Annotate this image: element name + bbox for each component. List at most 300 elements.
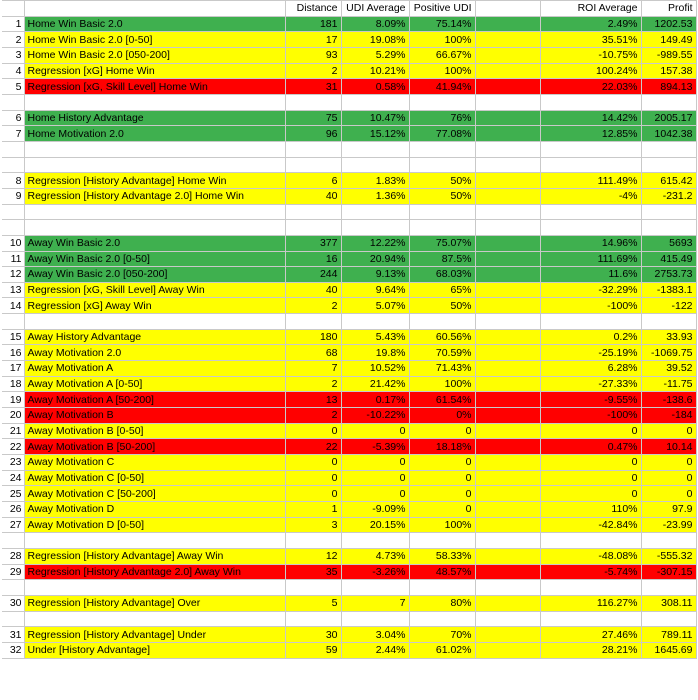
positive-udi-cell[interactable]: 58.33% [409,548,475,564]
row-number[interactable]: 12 [2,267,24,283]
positive-udi-cell[interactable]: 100% [409,517,475,533]
udi-average-cell[interactable]: 1.36% [341,188,409,204]
distance-cell[interactable]: 2 [285,63,341,79]
empty-cell[interactable] [475,423,540,439]
empty-cell[interactable] [475,611,540,627]
roi-average-cell[interactable]: 12.85% [540,126,641,142]
udi-average-cell[interactable]: 5.29% [341,47,409,63]
empty-cell[interactable] [475,580,540,596]
distance-cell[interactable]: 2 [285,408,341,424]
profit-cell[interactable]: 39.52 [641,361,696,377]
roi-average-cell[interactable]: 110% [540,502,641,518]
empty-cell[interactable] [475,564,540,580]
strategy-name[interactable]: Regression [History Advantage] Under [24,627,285,643]
empty-cell[interactable] [475,173,540,189]
udi-average-cell[interactable]: 0 [341,455,409,471]
distance-cell[interactable]: 377 [285,235,341,251]
empty-cell[interactable] [540,314,641,330]
strategy-name[interactable]: Home Motivation 2.0 [24,126,285,142]
distance-cell[interactable]: 12 [285,548,341,564]
distance-cell[interactable]: 6 [285,173,341,189]
positive-udi-cell[interactable]: 75.14% [409,16,475,32]
empty-cell[interactable] [540,94,641,110]
empty-cell[interactable] [285,611,341,627]
empty-cell[interactable] [475,94,540,110]
empty-cell[interactable] [475,392,540,408]
positive-udi-cell[interactable]: 50% [409,188,475,204]
empty-cell[interactable] [475,455,540,471]
strategy-name[interactable]: Home Win Basic 2.0 [24,16,285,32]
empty-cell[interactable] [641,141,696,157]
strategy-name[interactable]: Away Motivation B [0-50] [24,423,285,439]
empty-cell[interactable] [285,204,341,220]
column-header[interactable]: ROI Average [540,1,641,17]
empty-cell[interactable] [409,141,475,157]
strategy-name[interactable]: Regression [xG] Away Win [24,298,285,314]
roi-average-cell[interactable]: 0 [540,455,641,471]
positive-udi-cell[interactable]: 41.94% [409,79,475,95]
row-number[interactable]: 27 [2,517,24,533]
strategy-name[interactable]: Regression [xG] Home Win [24,63,285,79]
row-number[interactable]: 1 [2,16,24,32]
positive-udi-cell[interactable]: 0 [409,423,475,439]
roi-average-cell[interactable]: -25.19% [540,345,641,361]
empty-cell[interactable] [2,157,24,173]
distance-cell[interactable]: 180 [285,329,341,345]
udi-average-cell[interactable]: 12.22% [341,235,409,251]
positive-udi-cell[interactable]: 0% [409,408,475,424]
profit-cell[interactable]: 0 [641,423,696,439]
row-number[interactable]: 28 [2,548,24,564]
positive-udi-cell[interactable]: 48.57% [409,564,475,580]
empty-cell[interactable] [341,94,409,110]
roi-average-cell[interactable]: -32.29% [540,282,641,298]
positive-udi-cell[interactable]: 66.67% [409,47,475,63]
roi-average-cell[interactable]: 100.24% [540,63,641,79]
empty-cell[interactable] [475,188,540,204]
udi-average-cell[interactable]: 5.43% [341,329,409,345]
row-number[interactable]: 25 [2,486,24,502]
empty-cell[interactable] [540,141,641,157]
row-number[interactable]: 29 [2,564,24,580]
empty-cell[interactable] [341,314,409,330]
empty-cell[interactable] [24,314,285,330]
profit-cell[interactable]: 2005.17 [641,110,696,126]
row-number[interactable]: 23 [2,455,24,471]
empty-cell[interactable] [409,533,475,549]
udi-average-cell[interactable]: 10.21% [341,63,409,79]
empty-cell[interactable] [341,580,409,596]
empty-cell[interactable] [2,533,24,549]
profit-cell[interactable]: -1069.75 [641,345,696,361]
udi-average-cell[interactable]: 20.94% [341,251,409,267]
empty-cell[interactable] [475,298,540,314]
positive-udi-cell[interactable]: 60.56% [409,329,475,345]
roi-average-cell[interactable]: 116.27% [540,595,641,611]
profit-cell[interactable]: -138.6 [641,392,696,408]
empty-cell[interactable] [285,533,341,549]
row-number[interactable]: 10 [2,235,24,251]
profit-cell[interactable]: 0 [641,455,696,471]
profit-cell[interactable]: 149.49 [641,32,696,48]
roi-average-cell[interactable]: 6.28% [540,361,641,377]
empty-cell[interactable] [409,157,475,173]
empty-cell[interactable] [475,627,540,643]
profit-cell[interactable]: -989.55 [641,47,696,63]
positive-udi-cell[interactable]: 68.03% [409,267,475,283]
roi-average-cell[interactable]: 0 [540,470,641,486]
profit-cell[interactable]: 2753.73 [641,267,696,283]
empty-cell[interactable] [409,204,475,220]
roi-average-cell[interactable]: -5.74% [540,564,641,580]
empty-cell[interactable] [285,220,341,236]
empty-cell[interactable] [641,533,696,549]
distance-cell[interactable]: 0 [285,455,341,471]
roi-average-cell[interactable]: -100% [540,408,641,424]
roi-average-cell[interactable]: 14.42% [540,110,641,126]
row-number[interactable]: 17 [2,361,24,377]
row-number[interactable]: 19 [2,392,24,408]
positive-udi-cell[interactable]: 70% [409,627,475,643]
positive-udi-cell[interactable]: 65% [409,282,475,298]
positive-udi-cell[interactable]: 100% [409,32,475,48]
empty-cell[interactable] [2,141,24,157]
udi-average-cell[interactable]: 15.12% [341,126,409,142]
row-number[interactable]: 26 [2,502,24,518]
profit-cell[interactable]: 0 [641,486,696,502]
roi-average-cell[interactable]: -100% [540,298,641,314]
profit-cell[interactable]: 10.14 [641,439,696,455]
profit-cell[interactable]: 1042.38 [641,126,696,142]
roi-average-cell[interactable]: -48.08% [540,548,641,564]
distance-cell[interactable]: 16 [285,251,341,267]
roi-average-cell[interactable]: 11.6% [540,267,641,283]
udi-average-cell[interactable]: 0.58% [341,79,409,95]
row-number[interactable]: 2 [2,32,24,48]
profit-cell[interactable]: 615.42 [641,173,696,189]
distance-cell[interactable]: 1 [285,502,341,518]
row-number[interactable]: 11 [2,251,24,267]
udi-average-cell[interactable]: -3.26% [341,564,409,580]
profit-cell[interactable]: 1645.69 [641,642,696,658]
column-header[interactable]: Positive UDI [409,1,475,17]
profit-cell[interactable]: 894.13 [641,79,696,95]
distance-cell[interactable]: 2 [285,376,341,392]
distance-cell[interactable]: 59 [285,642,341,658]
strategy-name[interactable]: Away Motivation 2.0 [24,345,285,361]
empty-cell[interactable] [285,157,341,173]
profit-cell[interactable]: -23.99 [641,517,696,533]
empty-cell[interactable] [2,580,24,596]
profit-cell[interactable]: -122 [641,298,696,314]
udi-average-cell[interactable]: 5.07% [341,298,409,314]
empty-cell[interactable] [475,79,540,95]
udi-average-cell[interactable]: 0.17% [341,392,409,408]
empty-cell[interactable] [475,235,540,251]
empty-cell[interactable] [475,204,540,220]
roi-average-cell[interactable]: 27.46% [540,627,641,643]
column-header[interactable]: Distance [285,1,341,17]
empty-cell[interactable] [475,533,540,549]
profit-cell[interactable]: -307.15 [641,564,696,580]
distance-cell[interactable]: 68 [285,345,341,361]
positive-udi-cell[interactable]: 50% [409,173,475,189]
positive-udi-cell[interactable]: 0 [409,470,475,486]
row-number[interactable]: 16 [2,345,24,361]
strategy-name[interactable]: Away Motivation A [0-50] [24,376,285,392]
empty-cell[interactable] [409,220,475,236]
strategy-name[interactable]: Away Motivation A [24,361,285,377]
profit-cell[interactable]: -1383.1 [641,282,696,298]
udi-average-cell[interactable]: 9.64% [341,282,409,298]
empty-cell[interactable] [2,611,24,627]
roi-average-cell[interactable]: -27.33% [540,376,641,392]
profit-cell[interactable]: 33.93 [641,329,696,345]
empty-cell[interactable] [641,204,696,220]
empty-cell[interactable] [475,314,540,330]
row-number[interactable]: 24 [2,470,24,486]
roi-average-cell[interactable]: 14.96% [540,235,641,251]
positive-udi-cell[interactable]: 80% [409,595,475,611]
distance-cell[interactable]: 75 [285,110,341,126]
udi-average-cell[interactable]: -5.39% [341,439,409,455]
empty-cell[interactable] [475,329,540,345]
strategy-name[interactable]: Away Motivation A [50-200] [24,392,285,408]
distance-cell[interactable]: 0 [285,486,341,502]
roi-average-cell[interactable]: -4% [540,188,641,204]
roi-average-cell[interactable]: 22.03% [540,79,641,95]
distance-cell[interactable]: 35 [285,564,341,580]
strategy-name[interactable]: Away History Advantage [24,329,285,345]
empty-cell[interactable] [475,110,540,126]
empty-cell[interactable] [475,486,540,502]
row-number[interactable]: 7 [2,126,24,142]
strategy-name[interactable]: Regression [xG, Skill Level] Away Win [24,282,285,298]
distance-cell[interactable]: 2 [285,298,341,314]
strategy-name[interactable]: Regression [xG, Skill Level] Home Win [24,79,285,95]
column-header[interactable] [24,1,285,17]
udi-average-cell[interactable]: 0 [341,423,409,439]
empty-cell[interactable] [341,533,409,549]
profit-cell[interactable]: 0 [641,470,696,486]
positive-udi-cell[interactable]: 100% [409,376,475,392]
positive-udi-cell[interactable]: 0 [409,486,475,502]
column-header[interactable] [475,1,540,17]
column-header[interactable] [2,1,24,17]
empty-cell[interactable] [641,220,696,236]
row-number[interactable]: 21 [2,423,24,439]
roi-average-cell[interactable]: -42.84% [540,517,641,533]
positive-udi-cell[interactable]: 87.5% [409,251,475,267]
row-number[interactable]: 3 [2,47,24,63]
distance-cell[interactable]: 31 [285,79,341,95]
strategy-name[interactable]: Regression [History Advantage] Away Win [24,548,285,564]
empty-cell[interactable] [641,580,696,596]
strategy-name[interactable]: Away Win Basic 2.0 [0-50] [24,251,285,267]
empty-cell[interactable] [475,126,540,142]
distance-cell[interactable]: 96 [285,126,341,142]
strategy-name[interactable]: Under [History Advantage] [24,642,285,658]
empty-cell[interactable] [285,580,341,596]
empty-cell[interactable] [409,611,475,627]
row-number[interactable]: 6 [2,110,24,126]
distance-cell[interactable]: 93 [285,47,341,63]
empty-cell[interactable] [341,204,409,220]
roi-average-cell[interactable]: 35.51% [540,32,641,48]
empty-cell[interactable] [24,580,285,596]
row-number[interactable]: 13 [2,282,24,298]
udi-average-cell[interactable]: -9.09% [341,502,409,518]
row-number[interactable]: 32 [2,642,24,658]
roi-average-cell[interactable]: 0.2% [540,329,641,345]
empty-cell[interactable] [475,282,540,298]
udi-average-cell[interactable]: 0 [341,486,409,502]
empty-cell[interactable] [540,220,641,236]
empty-cell[interactable] [475,361,540,377]
distance-cell[interactable]: 13 [285,392,341,408]
empty-cell[interactable] [475,47,540,63]
distance-cell[interactable]: 22 [285,439,341,455]
strategy-name[interactable]: Away Win Basic 2.0 [050-200] [24,267,285,283]
positive-udi-cell[interactable]: 71.43% [409,361,475,377]
positive-udi-cell[interactable]: 61.02% [409,642,475,658]
distance-cell[interactable]: 7 [285,361,341,377]
empty-cell[interactable] [475,157,540,173]
empty-cell[interactable] [409,314,475,330]
udi-average-cell[interactable]: 10.52% [341,361,409,377]
empty-cell[interactable] [24,220,285,236]
empty-cell[interactable] [475,642,540,658]
udi-average-cell[interactable]: 2.44% [341,642,409,658]
empty-cell[interactable] [2,220,24,236]
empty-cell[interactable] [475,267,540,283]
profit-cell[interactable]: -555.32 [641,548,696,564]
empty-cell[interactable] [475,16,540,32]
column-header[interactable]: Profit [641,1,696,17]
empty-cell[interactable] [24,533,285,549]
empty-cell[interactable] [24,94,285,110]
roi-average-cell[interactable]: 0 [540,423,641,439]
empty-cell[interactable] [475,345,540,361]
udi-average-cell[interactable]: 19.08% [341,32,409,48]
profit-cell[interactable]: 415.49 [641,251,696,267]
row-number[interactable]: 4 [2,63,24,79]
udi-average-cell[interactable]: 10.47% [341,110,409,126]
strategy-name[interactable]: Away Motivation C [24,455,285,471]
profit-cell[interactable]: 157.38 [641,63,696,79]
strategy-name[interactable]: Away Win Basic 2.0 [24,235,285,251]
distance-cell[interactable]: 40 [285,188,341,204]
strategy-name[interactable]: Regression [History Advantage 2.0] Away Win [24,564,285,580]
udi-average-cell[interactable]: 19.8% [341,345,409,361]
strategy-name[interactable]: Away Motivation C [50-200] [24,486,285,502]
row-number[interactable]: 5 [2,79,24,95]
distance-cell[interactable]: 5 [285,595,341,611]
column-header[interactable]: UDI Average [341,1,409,17]
distance-cell[interactable]: 0 [285,423,341,439]
empty-cell[interactable] [341,141,409,157]
empty-cell[interactable] [540,157,641,173]
empty-cell[interactable] [24,141,285,157]
strategy-name[interactable]: Home Win Basic 2.0 [0-50] [24,32,285,48]
empty-cell[interactable] [641,314,696,330]
row-number[interactable]: 20 [2,408,24,424]
distance-cell[interactable]: 3 [285,517,341,533]
udi-average-cell[interactable]: 9.13% [341,267,409,283]
profit-cell[interactable]: -231.2 [641,188,696,204]
roi-average-cell[interactable]: 2.49% [540,16,641,32]
strategy-name[interactable]: Regression [History Advantage 2.0] Home Win [24,188,285,204]
empty-cell[interactable] [285,314,341,330]
strategy-name[interactable]: Away Motivation D [24,502,285,518]
empty-cell[interactable] [24,611,285,627]
empty-cell[interactable] [2,204,24,220]
row-number[interactable]: 14 [2,298,24,314]
distance-cell[interactable]: 30 [285,627,341,643]
profit-cell[interactable]: 1202.53 [641,16,696,32]
empty-cell[interactable] [475,548,540,564]
positive-udi-cell[interactable]: 0 [409,502,475,518]
empty-cell[interactable] [341,611,409,627]
udi-average-cell[interactable]: 0 [341,470,409,486]
udi-average-cell[interactable]: 7 [341,595,409,611]
empty-cell[interactable] [475,408,540,424]
strategy-name[interactable]: Regression [History Advantage] Home Win [24,173,285,189]
empty-cell[interactable] [24,157,285,173]
profit-cell[interactable]: 308.11 [641,595,696,611]
positive-udi-cell[interactable]: 0 [409,455,475,471]
empty-cell[interactable] [341,157,409,173]
roi-average-cell[interactable]: 111.49% [540,173,641,189]
roi-average-cell[interactable]: 0 [540,486,641,502]
profit-cell[interactable]: -11.75 [641,376,696,392]
row-number[interactable]: 15 [2,329,24,345]
roi-average-cell[interactable]: 111.69% [540,251,641,267]
strategy-name[interactable]: Home Win Basic 2.0 [050-200] [24,47,285,63]
strategy-name[interactable]: Away Motivation B [24,408,285,424]
roi-average-cell[interactable]: 0.47% [540,439,641,455]
strategy-name[interactable]: Away Motivation D [0-50] [24,517,285,533]
empty-cell[interactable] [2,94,24,110]
empty-cell[interactable] [475,251,540,267]
positive-udi-cell[interactable]: 18.18% [409,439,475,455]
positive-udi-cell[interactable]: 70.59% [409,345,475,361]
positive-udi-cell[interactable]: 100% [409,63,475,79]
empty-cell[interactable] [641,157,696,173]
strategy-name[interactable]: Home History Advantage [24,110,285,126]
row-number[interactable]: 18 [2,376,24,392]
udi-average-cell[interactable]: 20.15% [341,517,409,533]
empty-cell[interactable] [540,204,641,220]
row-number[interactable]: 22 [2,439,24,455]
profit-cell[interactable]: -184 [641,408,696,424]
empty-cell[interactable] [475,439,540,455]
empty-cell[interactable] [641,94,696,110]
profit-cell[interactable]: 97.9 [641,502,696,518]
positive-udi-cell[interactable]: 61.54% [409,392,475,408]
empty-cell[interactable] [475,376,540,392]
empty-cell[interactable] [540,611,641,627]
distance-cell[interactable]: 40 [285,282,341,298]
empty-cell[interactable] [475,141,540,157]
empty-cell[interactable] [540,533,641,549]
roi-average-cell[interactable]: -10.75% [540,47,641,63]
empty-cell[interactable] [341,220,409,236]
strategy-name[interactable]: Away Motivation B [50-200] [24,439,285,455]
empty-cell[interactable] [2,314,24,330]
distance-cell[interactable]: 0 [285,470,341,486]
positive-udi-cell[interactable]: 77.08% [409,126,475,142]
